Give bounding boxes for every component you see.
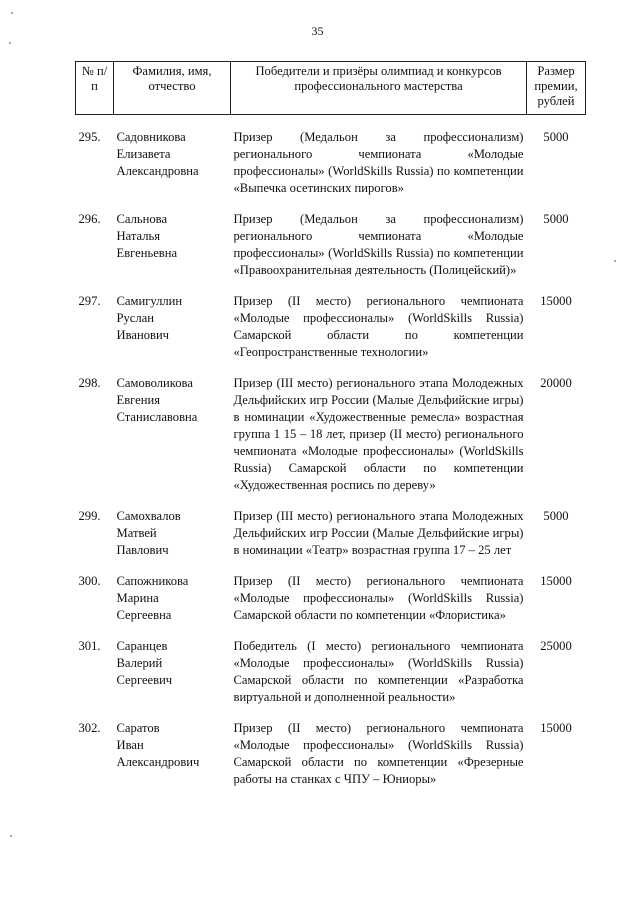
header-description: Победители и призёры олимпиад и конкурсов профессионального мастерства [231,62,527,115]
table-header-row [76,62,586,115]
scan-speck [11,12,13,14]
page-number: 35 [311,24,324,38]
row-description: Призер (III место) регионального этапа Молодежных Дельфийских игр России (Малые Дельфийские игры) в номинации «Художественные ремесла» возрастная группа 1 15 – 18 лет, призер (II место) регионального чемпионата «Молодые профессионалы» (WorldSkills Russia) Самарской области по компетенции «Художественная роспись по дереву» [233,376,524,492]
row-description: Призер (II место) регионального чемпионата «Молодые профессионалы» (WorldSkills Russia) Самарской области по компетенции «Фрезерные работы на станках с ЧПУ – Юниоры» [233,721,524,786]
table-row [76,638,586,706]
row-name [114,638,231,706]
row-number: 302. [78,721,101,735]
row-description: Призер (III место) регионального этапа Молодежных Дельфийских игр России (Малые Дельфийские игры) в номинации «Театр» возрастная группа 17 – 25 лет [233,509,524,557]
patronymic: Иванович [116,328,170,342]
scan-speck [10,835,12,837]
row-description: Призер (II место) регионального чемпионата «Молодые профессионалы» (WorldSkills Russia) Самарской области по компетенции «Флористика» [233,574,524,622]
row-name [114,573,231,624]
patronymic: Сергеевич [116,673,173,687]
row-prize: 20000 [540,376,572,390]
table-row [76,293,586,361]
row-description: Победитель (I место) регионального чемпионата «Молодые профессионалы» (WorldSkills Russia) Самарской области по компетенции «Разработка виртуальной и дополненной реальности» [233,639,524,704]
row-name [114,293,231,361]
row-number: 298. [78,376,101,390]
surname: Сапожникова [116,574,189,588]
row-number: 300. [78,574,101,588]
first-name: Валерий [116,656,163,670]
table-row [76,508,586,559]
patronymic: Станиславовна [116,410,198,424]
surname: Садовникова [116,130,186,144]
surname: Сальнова [116,212,168,226]
surname: Саранцев [116,639,168,653]
scan-speck [614,260,616,262]
row-number: 295. [78,130,101,144]
row-prize: 15000 [540,294,572,308]
row-prize: 15000 [540,574,572,588]
row-name [114,129,231,197]
awards-table [75,61,586,788]
header-prize: Размер премии, рублей [527,62,586,115]
row-number: 299. [78,509,101,523]
patronymic: Александровна [116,164,199,178]
patronymic: Александрович [116,755,200,769]
first-name: Елизавета [116,147,171,161]
row-prize: 5000 [543,212,569,226]
row-number: 301. [78,639,101,653]
row-name [114,508,231,559]
first-name: Руслан [116,311,155,325]
row-name [114,375,231,494]
header-number: № п/п [76,62,114,115]
row-description: Призер (Медальон за профессионализм) регионального чемпионата «Молодые профессионалы» (WorldSkills Russia) по компетенции «Выпечка осетинских пирогов» [233,130,524,195]
row-number: 297. [78,294,101,308]
table-row [76,375,586,494]
first-name: Иван [116,738,144,752]
first-name: Матвей [116,526,157,540]
table-row [76,573,586,624]
first-name: Марина [116,591,159,605]
surname: Самоволикова [116,376,193,390]
table-row [76,211,586,279]
table-row [76,129,586,197]
row-prize: 15000 [540,721,572,735]
row-description: Призер (II место) регионального чемпионата «Молодые профессионалы» (WorldSkills Russia) Самарской области по компетенции «Геопространственные технологии» [233,294,524,359]
table-row [76,720,586,788]
row-prize: 25000 [540,639,572,653]
row-number: 296. [78,212,101,226]
patronymic: Сергеевна [116,608,172,622]
header-name: Фамилия, имя, отчество [114,62,231,115]
row-description: Призер (Медальон за профессионализм) регионального чемпионата «Молодые профессионалы» (WorldSkills Russia) по компетенции «Правоохранительная деятельность (Полицейский)» [233,212,524,277]
patronymic: Евгеньевна [116,246,178,260]
row-name [114,211,231,279]
first-name: Евгения [116,393,161,407]
surname: Самигуллин [116,294,183,308]
scan-speck [9,42,11,44]
row-name [114,720,231,788]
first-name: Наталья [116,229,161,243]
row-prize: 5000 [543,130,569,144]
surname: Самохвалов [116,509,181,523]
row-prize: 5000 [543,509,569,523]
patronymic: Павлович [116,543,169,557]
surname: Саратов [116,721,160,735]
